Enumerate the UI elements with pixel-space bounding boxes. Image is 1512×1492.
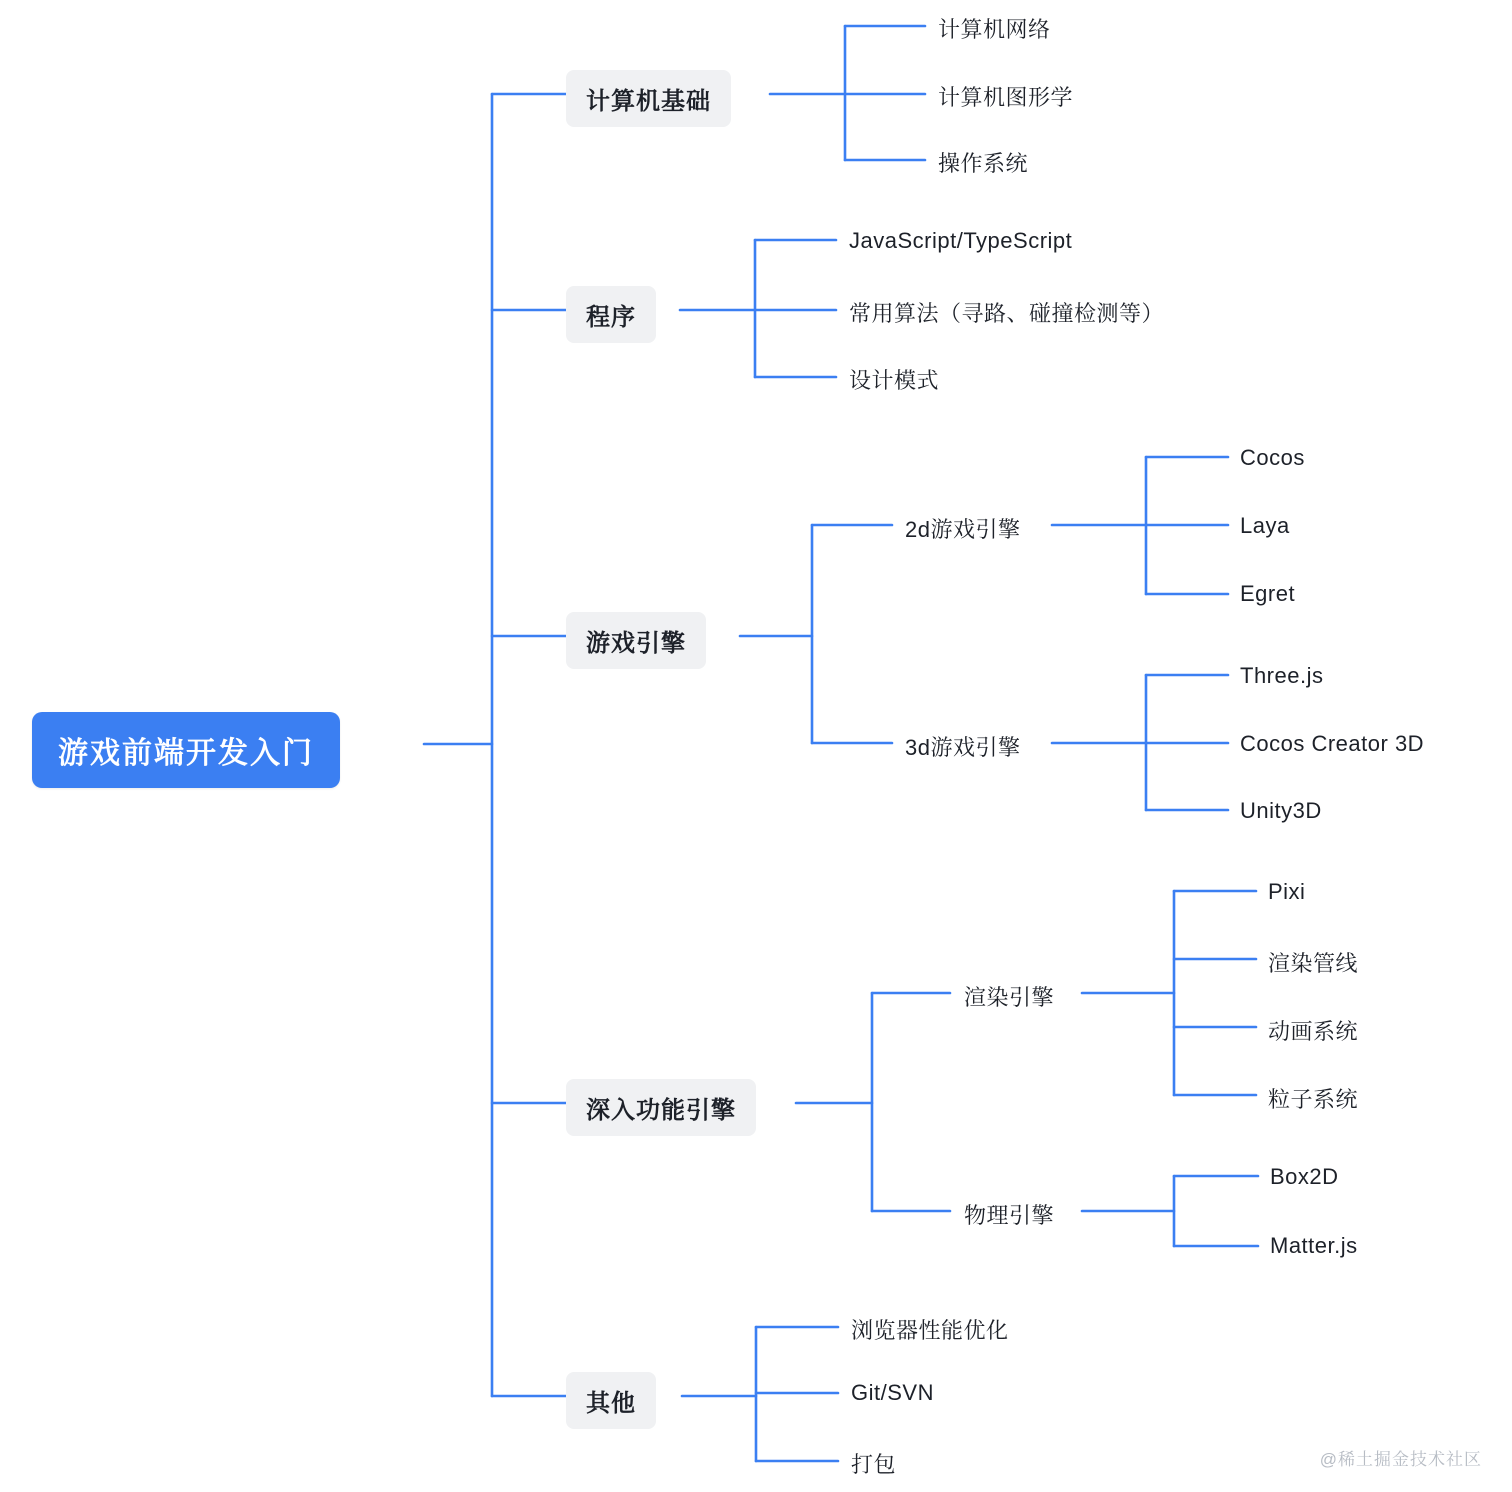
sub-node-physics-engine[interactable]: 物理引擎 — [964, 1203, 1055, 1228]
leaf-node-threejs[interactable]: Three.js — [1240, 663, 1324, 688]
leaf-node-laya[interactable]: Laya — [1240, 513, 1290, 538]
leaf-node-pixi[interactable]: Pixi — [1268, 879, 1306, 904]
branch-node-game-engine[interactable]: 游戏引擎 — [566, 612, 706, 669]
leaf-node-render-pipeline[interactable]: 渲染管线 — [1268, 951, 1359, 976]
leaf-node-matterjs[interactable]: Matter.js — [1270, 1233, 1358, 1258]
leaf-node-javascript-typescript[interactable]: JavaScript/TypeScript — [849, 228, 1073, 253]
leaf-node-computer-network[interactable]: 计算机网络 — [938, 17, 1051, 42]
branch-node-advanced-engines[interactable]: 深入功能引擎 — [566, 1079, 756, 1136]
leaf-node-common-algorithms[interactable]: 常用算法（寻路、碰撞检测等） — [849, 301, 1165, 326]
branch-node-program[interactable]: 程序 — [566, 286, 656, 343]
leaf-node-browser-performance[interactable]: 浏览器性能优化 — [851, 1318, 1009, 1343]
root-node[interactable]: 游戏前端开发入门 — [32, 712, 340, 788]
leaf-node-unity3d[interactable]: Unity3D — [1240, 798, 1322, 823]
leaf-node-design-patterns[interactable]: 设计模式 — [849, 368, 940, 393]
leaf-node-computer-graphics[interactable]: 计算机图形学 — [938, 85, 1074, 110]
leaf-node-egret[interactable]: Egret — [1240, 581, 1296, 606]
leaf-node-git-svn[interactable]: Git/SVN — [851, 1380, 934, 1405]
branch-node-others[interactable]: 其他 — [566, 1372, 656, 1429]
leaf-node-box2d[interactable]: Box2D — [1270, 1164, 1339, 1189]
leaf-node-particle-system[interactable]: 粒子系统 — [1268, 1087, 1359, 1112]
leaf-node-operating-system[interactable]: 操作系统 — [938, 151, 1029, 176]
sub-node-2d-game-engine[interactable]: 2d游戏引擎 — [905, 517, 1021, 542]
sub-node-3d-game-engine[interactable]: 3d游戏引擎 — [905, 735, 1021, 760]
watermark: @稀土掘金技术社区 — [1319, 1450, 1482, 1469]
leaf-node-packaging[interactable]: 打包 — [851, 1452, 897, 1477]
leaf-node-cocos-creator-3d[interactable]: Cocos Creator 3D — [1240, 731, 1425, 756]
sub-node-render-engine[interactable]: 渲染引擎 — [964, 985, 1055, 1010]
branch-node-computer-basics[interactable]: 计算机基础 — [566, 70, 731, 127]
leaf-node-cocos[interactable]: Cocos — [1240, 445, 1305, 470]
leaf-node-animation-system[interactable]: 动画系统 — [1268, 1019, 1359, 1044]
